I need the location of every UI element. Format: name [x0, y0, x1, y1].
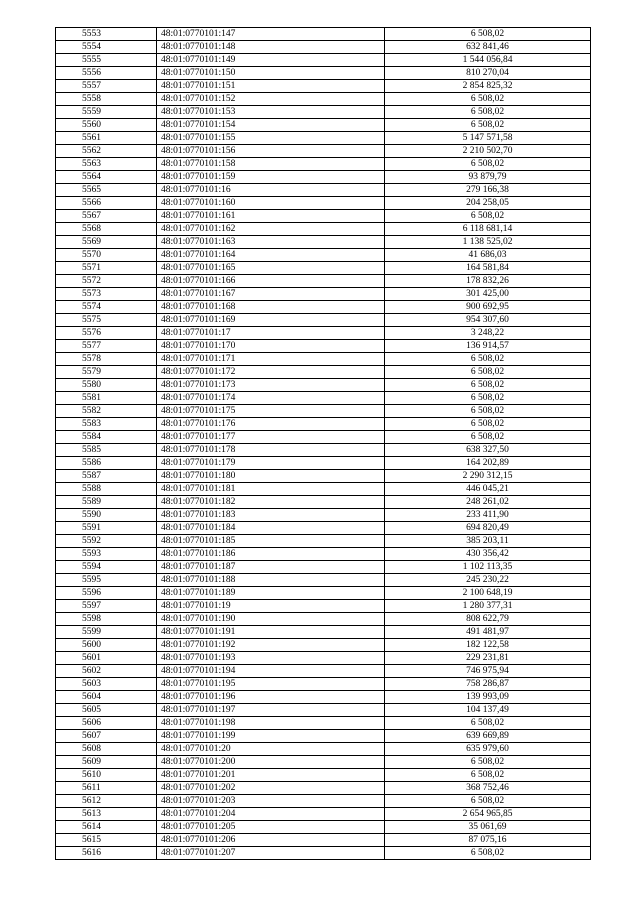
cadastral-number: 48:01:0770101:185 [157, 535, 385, 548]
table-row [56, 613, 591, 626]
cadastral-number: 48:01:0770101:167 [157, 288, 385, 301]
cadastral-number: 48:01:0770101:156 [157, 145, 385, 158]
cadastral-value: 6 508,02 [385, 158, 591, 171]
row-number: 5557 [56, 80, 157, 93]
cadastral-number: 48:01:0770101:166 [157, 275, 385, 288]
cadastral-number: 48:01:0770101:163 [157, 236, 385, 249]
cadastral-number: 48:01:0770101:205 [157, 821, 385, 834]
cadastral-value: 6 508,02 [385, 756, 591, 769]
row-number: 5576 [56, 327, 157, 340]
cadastral-value: 35 061,69 [385, 821, 591, 834]
cadastral-number: 48:01:0770101:162 [157, 223, 385, 236]
cadastral-number: 48:01:0770101:147 [157, 28, 385, 41]
cadastral-number: 48:01:0770101:181 [157, 483, 385, 496]
row-number: 5583 [56, 418, 157, 431]
cadastral-value: 6 508,02 [385, 847, 591, 860]
cadastral-value: 178 832,26 [385, 275, 591, 288]
table-row [56, 821, 591, 834]
table-row [56, 587, 591, 600]
row-number: 5610 [56, 769, 157, 782]
cadastral-value: 1 280 377,31 [385, 600, 591, 613]
cadastral-value: 104 137,49 [385, 704, 591, 717]
cadastral-value: 1 544 056,84 [385, 54, 591, 67]
row-number: 5597 [56, 600, 157, 613]
cadastral-number: 48:01:0770101:196 [157, 691, 385, 704]
cadastral-number: 48:01:0770101:200 [157, 756, 385, 769]
row-number: 5614 [56, 821, 157, 834]
cadastral-number: 48:01:0770101:159 [157, 171, 385, 184]
table-row [56, 470, 591, 483]
cadastral-number: 48:01:0770101:184 [157, 522, 385, 535]
row-number: 5589 [56, 496, 157, 509]
cadastral-value: 87 075,16 [385, 834, 591, 847]
row-number: 5593 [56, 548, 157, 561]
table-row [56, 249, 591, 262]
row-number: 5566 [56, 197, 157, 210]
table-row [56, 353, 591, 366]
cadastral-value: 301 425,00 [385, 288, 591, 301]
cadastral-value: 491 481,97 [385, 626, 591, 639]
row-number: 5604 [56, 691, 157, 704]
table-row [56, 379, 591, 392]
cadastral-value: 2 100 648,19 [385, 587, 591, 600]
row-number: 5603 [56, 678, 157, 691]
cadastral-value: 6 508,02 [385, 106, 591, 119]
cadastral-number: 48:01:0770101:164 [157, 249, 385, 262]
row-number: 5596 [56, 587, 157, 600]
cadastral-number: 48:01:0770101:199 [157, 730, 385, 743]
row-number: 5569 [56, 236, 157, 249]
cadastral-value: 279 166,38 [385, 184, 591, 197]
cadastral-number: 48:01:0770101:198 [157, 717, 385, 730]
row-number: 5590 [56, 509, 157, 522]
table-row [56, 444, 591, 457]
cadastral-number: 48:01:0770101:152 [157, 93, 385, 106]
row-number: 5599 [56, 626, 157, 639]
row-number: 5584 [56, 431, 157, 444]
table-row [56, 54, 591, 67]
table-row [56, 483, 591, 496]
cadastral-value: 1 138 525,02 [385, 236, 591, 249]
cadastral-number: 48:01:0770101:151 [157, 80, 385, 93]
cadastral-number: 48:01:0770101:180 [157, 470, 385, 483]
cadastral-value: 808 622,79 [385, 613, 591, 626]
row-number: 5575 [56, 314, 157, 327]
cadastral-value: 6 508,02 [385, 28, 591, 41]
cadastral-number: 48:01:0770101:172 [157, 366, 385, 379]
table-row [56, 28, 591, 41]
cadastral-value: 632 841,46 [385, 41, 591, 54]
cadastral-value: 245 230,22 [385, 574, 591, 587]
cadastral-number: 48:01:0770101:174 [157, 392, 385, 405]
cadastral-value: 2 654 965,85 [385, 808, 591, 821]
row-number: 5607 [56, 730, 157, 743]
cadastral-value: 41 686,03 [385, 249, 591, 262]
cadastral-number: 48:01:0770101:179 [157, 457, 385, 470]
cadastral-value: 3 248,22 [385, 327, 591, 340]
table-row [56, 574, 591, 587]
row-number: 5567 [56, 210, 157, 223]
cadastral-value: 204 258,05 [385, 197, 591, 210]
cadastral-number: 48:01:0770101:207 [157, 847, 385, 860]
cadastral-number: 48:01:0770101:203 [157, 795, 385, 808]
row-number: 5579 [56, 366, 157, 379]
row-number: 5591 [56, 522, 157, 535]
row-number: 5560 [56, 119, 157, 132]
row-number: 5581 [56, 392, 157, 405]
cadastral-number: 48:01:0770101:204 [157, 808, 385, 821]
table-row [56, 535, 591, 548]
row-number: 5586 [56, 457, 157, 470]
table-row [56, 704, 591, 717]
table-row [56, 457, 591, 470]
table-row [56, 80, 591, 93]
table-row [56, 717, 591, 730]
cadastral-number: 48:01:0770101:183 [157, 509, 385, 522]
cadastral-number: 48:01:0770101:175 [157, 405, 385, 418]
row-number: 5574 [56, 301, 157, 314]
table-row [56, 106, 591, 119]
row-number: 5565 [56, 184, 157, 197]
row-number: 5612 [56, 795, 157, 808]
table-row [56, 210, 591, 223]
table-row [56, 145, 591, 158]
cadastral-value: 164 581,84 [385, 262, 591, 275]
table-row [56, 275, 591, 288]
cadastral-number: 48:01:0770101:190 [157, 613, 385, 626]
table-row [56, 548, 591, 561]
cadastral-value: 746 975,94 [385, 665, 591, 678]
cadastral-value: 93 879,79 [385, 171, 591, 184]
row-number: 5609 [56, 756, 157, 769]
table-row [56, 496, 591, 509]
table-row [56, 132, 591, 145]
row-number: 5601 [56, 652, 157, 665]
cadastral-value-table [55, 27, 591, 860]
row-number: 5585 [56, 444, 157, 457]
table-row [56, 756, 591, 769]
cadastral-value: 446 045,21 [385, 483, 591, 496]
cadastral-number: 48:01:0770101:149 [157, 54, 385, 67]
row-number: 5577 [56, 340, 157, 353]
table-row [56, 41, 591, 54]
table-row [56, 288, 591, 301]
cadastral-number: 48:01:0770101:189 [157, 587, 385, 600]
table-row [56, 314, 591, 327]
row-number: 5558 [56, 93, 157, 106]
cadastral-number: 48:01:0770101:197 [157, 704, 385, 717]
cadastral-number: 48:01:0770101:158 [157, 158, 385, 171]
row-number: 5602 [56, 665, 157, 678]
cadastral-number: 48:01:0770101:206 [157, 834, 385, 847]
table-row [56, 418, 591, 431]
row-number: 5608 [56, 743, 157, 756]
cadastral-value: 139 993,09 [385, 691, 591, 704]
table-row [56, 665, 591, 678]
cadastral-value: 6 508,02 [385, 392, 591, 405]
cadastral-number: 48:01:0770101:165 [157, 262, 385, 275]
row-number: 5562 [56, 145, 157, 158]
cadastral-number: 48:01:0770101:169 [157, 314, 385, 327]
cadastral-value: 6 508,02 [385, 418, 591, 431]
cadastral-number: 48:01:0770101:176 [157, 418, 385, 431]
table-row [56, 561, 591, 574]
row-number: 5605 [56, 704, 157, 717]
cadastral-value: 6 118 681,14 [385, 223, 591, 236]
cadastral-value: 6 508,02 [385, 717, 591, 730]
cadastral-value: 2 210 502,70 [385, 145, 591, 158]
cadastral-value: 2 854 825,32 [385, 80, 591, 93]
row-number: 5571 [56, 262, 157, 275]
cadastral-number: 48:01:0770101:202 [157, 782, 385, 795]
cadastral-value: 182 122,58 [385, 639, 591, 652]
row-number: 5582 [56, 405, 157, 418]
table-row [56, 301, 591, 314]
table-row [56, 431, 591, 444]
table-row [56, 691, 591, 704]
table-row [56, 522, 591, 535]
cadastral-number: 48:01:0770101:161 [157, 210, 385, 223]
cadastral-number: 48:01:0770101:186 [157, 548, 385, 561]
cadastral-number: 48:01:0770101:182 [157, 496, 385, 509]
row-number: 5615 [56, 834, 157, 847]
table-row [56, 340, 591, 353]
cadastral-number: 48:01:0770101:168 [157, 301, 385, 314]
row-number: 5616 [56, 847, 157, 860]
row-number: 5588 [56, 483, 157, 496]
table-row [56, 366, 591, 379]
cadastral-value: 6 508,02 [385, 366, 591, 379]
row-number: 5600 [56, 639, 157, 652]
table-row [56, 327, 591, 340]
table-row [56, 262, 591, 275]
row-number: 5611 [56, 782, 157, 795]
cadastral-value: 6 508,02 [385, 210, 591, 223]
row-number: 5568 [56, 223, 157, 236]
table-body [56, 28, 591, 860]
cadastral-value: 954 307,60 [385, 314, 591, 327]
row-number: 5594 [56, 561, 157, 574]
cadastral-number: 48:01:0770101:16 [157, 184, 385, 197]
row-number: 5563 [56, 158, 157, 171]
table-row [56, 782, 591, 795]
cadastral-number: 48:01:0770101:192 [157, 639, 385, 652]
cadastral-value: 6 508,02 [385, 119, 591, 132]
cadastral-value: 368 752,46 [385, 782, 591, 795]
table-row [56, 834, 591, 847]
table-row [56, 405, 591, 418]
table-row [56, 67, 591, 80]
cadastral-number: 48:01:0770101:154 [157, 119, 385, 132]
table-row [56, 847, 591, 860]
table-row [56, 626, 591, 639]
cadastral-number: 48:01:0770101:187 [157, 561, 385, 574]
cadastral-number: 48:01:0770101:173 [157, 379, 385, 392]
table-row [56, 509, 591, 522]
row-number: 5587 [56, 470, 157, 483]
cadastral-number: 48:01:0770101:155 [157, 132, 385, 145]
table-row [56, 158, 591, 171]
row-number: 5564 [56, 171, 157, 184]
cadastral-value: 6 508,02 [385, 379, 591, 392]
cadastral-value: 385 203,11 [385, 535, 591, 548]
table-row [56, 678, 591, 691]
cadastral-value: 638 327,50 [385, 444, 591, 457]
cadastral-value: 810 270,04 [385, 67, 591, 80]
table-row [56, 730, 591, 743]
cadastral-value: 164 202,89 [385, 457, 591, 470]
cadastral-value: 233 411,90 [385, 509, 591, 522]
cadastral-value: 2 290 312,15 [385, 470, 591, 483]
cadastral-number: 48:01:0770101:178 [157, 444, 385, 457]
table-row [56, 743, 591, 756]
cadastral-value: 229 231,81 [385, 652, 591, 665]
table-row [56, 652, 591, 665]
table-row [56, 392, 591, 405]
table-row [56, 769, 591, 782]
cadastral-number: 48:01:0770101:195 [157, 678, 385, 691]
cadastral-value: 694 820,49 [385, 522, 591, 535]
row-number: 5598 [56, 613, 157, 626]
table-row [56, 223, 591, 236]
cadastral-number: 48:01:0770101:20 [157, 743, 385, 756]
cadastral-number: 48:01:0770101:150 [157, 67, 385, 80]
row-number: 5554 [56, 41, 157, 54]
cadastral-value: 6 508,02 [385, 93, 591, 106]
table-row [56, 171, 591, 184]
row-number: 5578 [56, 353, 157, 366]
table-row [56, 184, 591, 197]
cadastral-number: 48:01:0770101:194 [157, 665, 385, 678]
cadastral-number: 48:01:0770101:17 [157, 327, 385, 340]
table-row [56, 119, 591, 132]
cadastral-number: 48:01:0770101:171 [157, 353, 385, 366]
cadastral-value: 6 508,02 [385, 431, 591, 444]
row-number: 5613 [56, 808, 157, 821]
cadastral-value: 1 102 113,35 [385, 561, 591, 574]
cadastral-number: 48:01:0770101:188 [157, 574, 385, 587]
row-number: 5553 [56, 28, 157, 41]
row-number: 5573 [56, 288, 157, 301]
table-row [56, 236, 591, 249]
cadastral-number: 48:01:0770101:160 [157, 197, 385, 210]
table-row [56, 93, 591, 106]
row-number: 5570 [56, 249, 157, 262]
cadastral-number: 48:01:0770101:177 [157, 431, 385, 444]
row-number: 5580 [56, 379, 157, 392]
cadastral-number: 48:01:0770101:201 [157, 769, 385, 782]
cadastral-value: 6 508,02 [385, 769, 591, 782]
row-number: 5606 [56, 717, 157, 730]
row-number: 5592 [56, 535, 157, 548]
cadastral-value: 758 286,87 [385, 678, 591, 691]
row-number: 5572 [56, 275, 157, 288]
cadastral-number: 48:01:0770101:19 [157, 600, 385, 613]
cadastral-number: 48:01:0770101:153 [157, 106, 385, 119]
cadastral-value: 6 508,02 [385, 405, 591, 418]
cadastral-number: 48:01:0770101:191 [157, 626, 385, 639]
cadastral-value: 6 508,02 [385, 353, 591, 366]
cadastral-number: 48:01:0770101:148 [157, 41, 385, 54]
table-row [56, 808, 591, 821]
cadastral-value: 6 508,02 [385, 795, 591, 808]
table-row [56, 197, 591, 210]
table-row [56, 795, 591, 808]
cadastral-value: 639 669,89 [385, 730, 591, 743]
cadastral-value: 635 979,60 [385, 743, 591, 756]
cadastral-value: 430 356,42 [385, 548, 591, 561]
row-number: 5555 [56, 54, 157, 67]
row-number: 5559 [56, 106, 157, 119]
row-number: 5561 [56, 132, 157, 145]
table-row [56, 600, 591, 613]
cadastral-number: 48:01:0770101:170 [157, 340, 385, 353]
cadastral-number: 48:01:0770101:193 [157, 652, 385, 665]
row-number: 5556 [56, 67, 157, 80]
cadastral-value: 900 692,95 [385, 301, 591, 314]
row-number: 5595 [56, 574, 157, 587]
table-row [56, 639, 591, 652]
cadastral-value: 248 261,02 [385, 496, 591, 509]
cadastral-value: 136 914,57 [385, 340, 591, 353]
cadastral-value: 5 147 571,58 [385, 132, 591, 145]
